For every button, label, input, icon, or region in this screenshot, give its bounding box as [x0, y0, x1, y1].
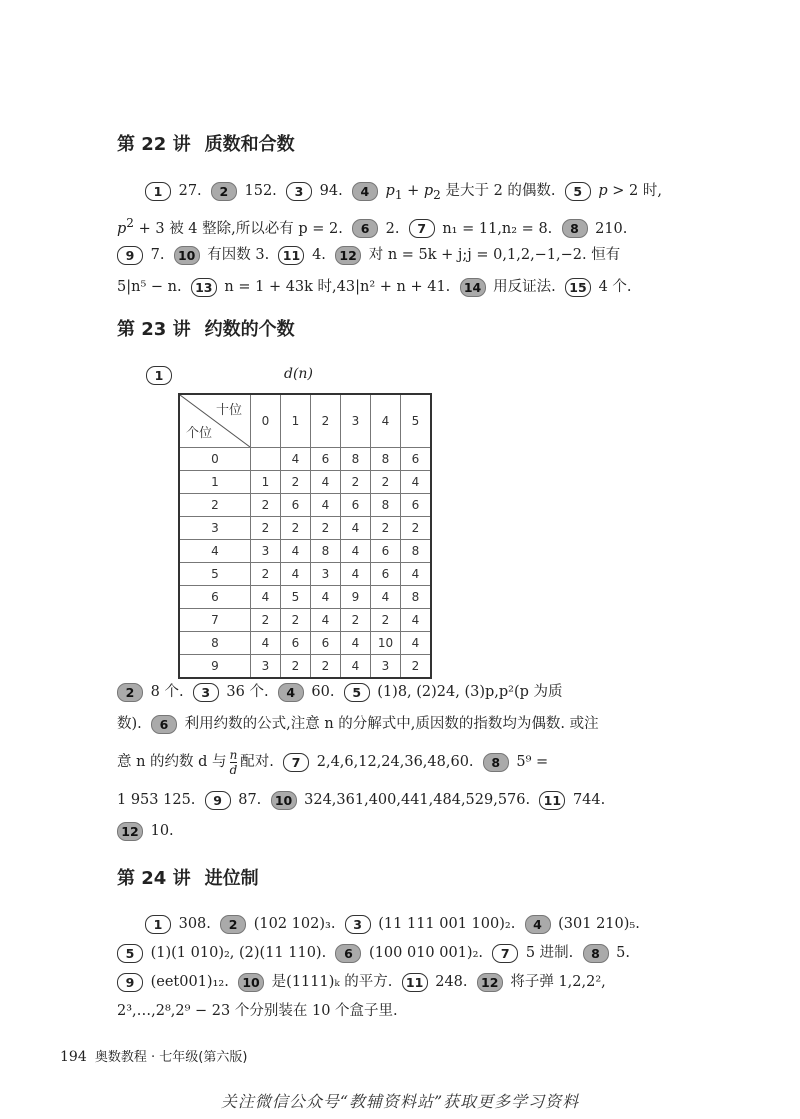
q-badge: 6	[151, 715, 177, 734]
q-badge: 4	[352, 182, 378, 201]
q-badge: 4	[278, 683, 304, 702]
table-cell: 4	[311, 471, 341, 494]
table-cell	[251, 448, 281, 471]
table-cell: 4	[401, 563, 432, 586]
table-label: d(n)	[284, 366, 313, 382]
q-badge: 11	[402, 973, 428, 992]
table-cell: 2	[371, 609, 401, 632]
table-cell: 6	[371, 563, 401, 586]
q-badge: 6	[352, 219, 378, 238]
book-title: 奥数教程 · 七年级(第六版)	[94, 1050, 248, 1065]
q-badge: 1	[145, 915, 171, 934]
q-badge: 2	[220, 915, 246, 934]
q-badge: 5	[565, 182, 591, 201]
table-cell: 2	[281, 471, 311, 494]
q-badge: 7	[283, 753, 309, 772]
table-cell: 6	[281, 632, 311, 655]
q-badge: 14	[460, 278, 486, 297]
row-header: 5	[179, 563, 251, 586]
table-cell: 3	[311, 563, 341, 586]
table-cell: 4	[311, 609, 341, 632]
table-row	[179, 471, 431, 494]
table-row	[179, 586, 431, 609]
row-header: 6	[179, 586, 251, 609]
q-badge: 5	[344, 683, 370, 702]
q-badge: 9	[205, 791, 231, 810]
table-cell: 8	[341, 448, 371, 471]
table-row	[179, 540, 431, 563]
q-badge: 7	[492, 944, 518, 963]
q-badge: 3	[286, 182, 312, 201]
table-cell: 2	[251, 517, 281, 540]
top-header: 十位	[215, 403, 242, 418]
table-cell: 6	[371, 540, 401, 563]
table-cell: 4	[341, 517, 371, 540]
q-badge: 3	[193, 683, 219, 702]
table-cell: 8	[401, 540, 432, 563]
table-cell: 8	[401, 586, 432, 609]
q-badge: 12	[335, 246, 361, 265]
table-cell: 9	[341, 586, 371, 609]
page-footer	[60, 1046, 247, 1065]
table-row	[179, 448, 431, 471]
q-badge: 8	[583, 944, 609, 963]
q-badge: 11	[539, 791, 565, 810]
q-badge: 9	[117, 246, 143, 265]
table-row	[179, 494, 431, 517]
section-22-heading	[117, 130, 295, 156]
section-23-heading	[117, 315, 295, 341]
section-22-answers: 1 27. 2 152. 3 94. 4 $p_1 + p_2$ 是大于 2 的偶数. 5 p > 2 时, $p^2 + 3$ 被 4 整除,所以必有 p = 2. 6 2. 7 n₁ = 11,n₂ = 8. 8 210. 9 7. 10 有因数 3. 11 4. 12 对 n = 5k + j;j = 0,1,2,−1,−2. 恒有 5|n⁵ − n. 13 n = 1 + 43k 时,43|n² + n + 41. 14 用反证法. 15 4 个.	[117, 183, 662, 295]
table-cell: 3	[251, 655, 281, 679]
q-badge: 1	[145, 182, 171, 201]
q-badge: 7	[409, 219, 435, 238]
table-cell: 4	[311, 586, 341, 609]
q-badge: 8	[562, 219, 588, 238]
table-cell: 8	[311, 540, 341, 563]
q-badge: 3	[345, 915, 371, 934]
table-cell: 6	[311, 448, 341, 471]
table-cell: 1	[251, 471, 281, 494]
row-header: 8	[179, 632, 251, 655]
table-cell: 4	[251, 632, 281, 655]
table-cell: 4	[251, 586, 281, 609]
table-cell: 4	[401, 609, 432, 632]
table-row	[179, 609, 431, 632]
q-badge: 5	[117, 944, 143, 963]
row-header: 3	[179, 517, 251, 540]
q-badge: 2	[211, 182, 237, 201]
page-number: 194	[60, 1049, 87, 1065]
table-cell: 2	[251, 494, 281, 517]
q-badge: 4	[525, 915, 551, 934]
table-row	[179, 632, 431, 655]
q-badge: 12	[117, 822, 143, 841]
section-23-answers: 2 8 个. 3 36 个. 4 60. 5 (1)8, (2)24, (3)p,p²(p 为质 数). 6 利用约数的公式,注意 n 的分解式中,质因数的指数均为偶数. 或注 意 n 的约数 d 与 $\frac{n}{d}$ 配对. 7 2,4,6,12,24,36,48,60. 8 5⁹ = 1 953 125. 9 87. 10 324,361,400,441,484,529,576. 11 744. 12 10.	[117, 684, 606, 839]
q-badge: 10	[174, 246, 200, 265]
section-24-heading	[117, 864, 259, 890]
table-cell: 4	[341, 540, 371, 563]
table-cell: 2	[311, 517, 341, 540]
row-header: 0	[179, 448, 251, 471]
row-header: 9	[179, 655, 251, 679]
table-cell: 2	[251, 609, 281, 632]
table-cell: 6	[281, 494, 311, 517]
table-cell: 4	[341, 655, 371, 679]
table-cell: 2	[401, 655, 432, 679]
table-cell: 4	[341, 632, 371, 655]
table-cell: 5	[281, 586, 311, 609]
fraction-n-over-d: $\frac{n}{d}$	[229, 747, 238, 777]
table-cell: 2	[341, 609, 371, 632]
table-cell: 4	[281, 563, 311, 586]
table-cell: 2	[281, 517, 311, 540]
col-header: 3	[341, 394, 371, 448]
table-cell: 8	[371, 448, 401, 471]
q-badge: 2	[117, 683, 143, 702]
row-header: 7	[179, 609, 251, 632]
table-cell: 2	[281, 655, 311, 679]
table-cell: 2	[371, 517, 401, 540]
table-corner	[179, 394, 251, 448]
side-header: 个位	[186, 426, 213, 441]
table-cell: 4	[401, 632, 432, 655]
table-cell: 6	[401, 494, 432, 517]
section-number: 第 22 讲	[117, 134, 191, 155]
table-cell: 4	[341, 563, 371, 586]
table-cell: 2	[401, 517, 432, 540]
row-header: 4	[179, 540, 251, 563]
table-cell: 2	[251, 563, 281, 586]
table-row	[179, 563, 431, 586]
table-cell: 6	[401, 448, 432, 471]
table-cell: 10	[371, 632, 401, 655]
col-header: 5	[401, 394, 432, 448]
watermark-text: 关注微信公众号“教辅资料站”获取更多学习资料	[220, 1092, 580, 1111]
table-cell: 8	[371, 494, 401, 517]
table-cell: 3	[371, 655, 401, 679]
table-cell: 6	[341, 494, 371, 517]
q-badge: 12	[477, 973, 503, 992]
table-cell: 4	[281, 540, 311, 563]
row-header: 1	[179, 471, 251, 494]
table-cell: 6	[311, 632, 341, 655]
q-badge: 10	[271, 791, 297, 810]
section-title: 进位制	[204, 868, 259, 889]
col-header: 4	[371, 394, 401, 448]
table-cell: 4	[371, 586, 401, 609]
divisor-count-table	[178, 393, 432, 679]
table-cell: 2	[371, 471, 401, 494]
q-badge: 11	[278, 246, 304, 265]
q-badge: 8	[483, 753, 509, 772]
col-header: 2	[311, 394, 341, 448]
q-badge: 15	[565, 278, 591, 297]
table-cell: 3	[251, 540, 281, 563]
q-badge: 9	[117, 973, 143, 992]
table-cell: 4	[401, 471, 432, 494]
section-number: 第 23 讲	[117, 319, 191, 340]
section-title: 约数的个数	[204, 319, 295, 340]
row-header: 2	[179, 494, 251, 517]
table-cell: 4	[281, 448, 311, 471]
q-badge: 10	[238, 973, 264, 992]
table-cell: 2	[281, 609, 311, 632]
q-badge: 13	[191, 278, 217, 297]
q-badge: 6	[335, 944, 361, 963]
table-cell: 4	[311, 494, 341, 517]
q-badge: 1	[146, 366, 172, 385]
section-number: 第 24 讲	[117, 868, 191, 889]
section-24-answers: 1 308. 2 (102 102)₃. 3 (11 111 001 100)₂. 4 (301 210)₅. 5 (1)(1 010)₂, (2)(11 110). 6 (100 010 001)₂. 7 5 进制. 8 5. 9 (eet001)₁₂. 10 是(1111)ₖ 的平方. 11 248. 12 将子弹 1,2,2², 2³,…,2⁸,2⁹ − 23 个分别装在 10 个盒子里.	[117, 916, 640, 1019]
table-cell: 2	[311, 655, 341, 679]
table-row	[179, 655, 431, 679]
section-title: 质数和合数	[204, 134, 295, 155]
table-row	[179, 517, 431, 540]
col-header: 1	[281, 394, 311, 448]
col-header: 0	[251, 394, 281, 448]
table-cell: 2	[341, 471, 371, 494]
